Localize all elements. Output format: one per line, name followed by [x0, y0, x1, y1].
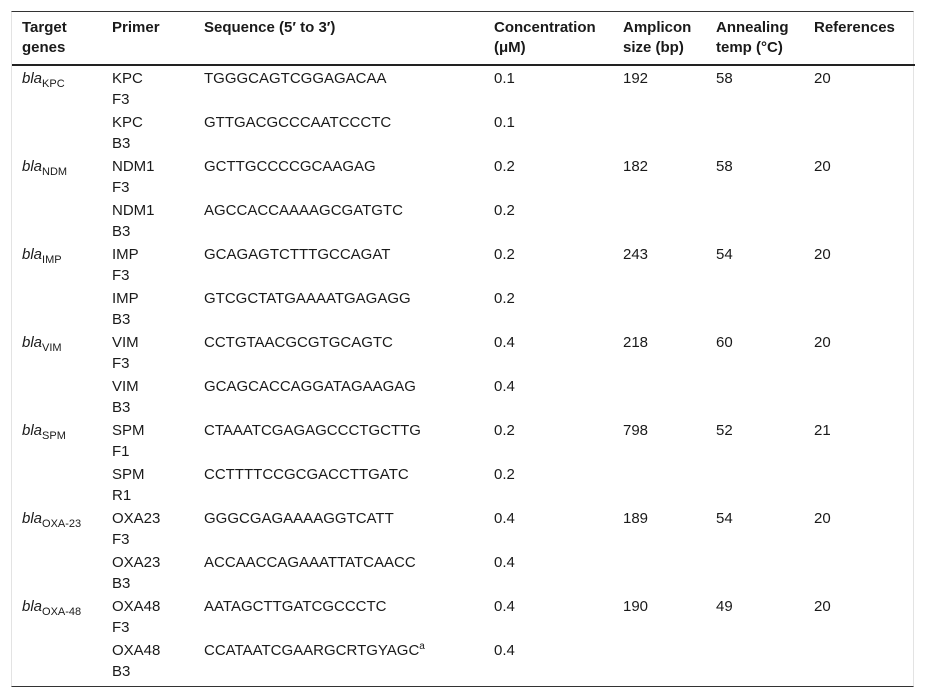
cell-amplicon-size [613, 550, 706, 594]
cell-sequence [194, 330, 484, 374]
cell-concentration: 0.2 [494, 158, 515, 175]
cell-amplicon-size [613, 286, 706, 330]
gene-prefix: bla [22, 70, 43, 87]
primer-direction: F3 [112, 179, 130, 196]
cell-primer [102, 110, 194, 154]
sequence-text: GTCGCTATGAAAATGAGAGG [204, 290, 411, 307]
primer-direction: R1 [112, 487, 132, 504]
primer-direction: B3 [112, 399, 131, 416]
primer-name: OXA48 [112, 642, 161, 659]
cell-reference [804, 550, 915, 594]
sequence-text: GCAGAGTCTTTGCCAGAT [204, 246, 391, 263]
gene-prefix: bla [22, 246, 43, 263]
gene-subscript: VIM [42, 342, 62, 354]
cell-amplicon-size: 798 [623, 422, 649, 439]
cell-amplicon-size: 243 [623, 246, 649, 263]
header-annealing-temp: Annealing temp (°C) [706, 12, 804, 65]
cell-annealing-temp: 54 [716, 510, 733, 527]
cell-concentration: 0.4 [494, 510, 515, 527]
sequence-text: GGGCGAGAAAAGGTCATT [204, 510, 394, 527]
primer-name: NDM1 [112, 202, 155, 219]
cell-primer [102, 198, 194, 242]
cell-primer [102, 550, 194, 594]
sequence-text: CCTGTAACGCGTGCAGTC [204, 334, 393, 351]
cell-reference [804, 110, 915, 154]
cell-target-gene [12, 286, 102, 330]
primer-direction: F3 [112, 531, 130, 548]
gene-subscript: OXA-23 [42, 518, 82, 530]
cell-reference: 20 [814, 158, 831, 175]
primer-name: SPM [112, 466, 145, 483]
cell-sequence [194, 594, 484, 638]
cell-sequence [194, 286, 484, 330]
gene-prefix: bla [22, 510, 43, 527]
table-row [12, 594, 915, 638]
primer-name: OXA23 [112, 510, 161, 527]
cell-reference: 21 [814, 422, 831, 439]
cell-annealing-temp [706, 374, 804, 418]
cell-annealing-temp [706, 462, 804, 506]
cell-concentration: 0.1 [494, 114, 515, 131]
gene-subscript: KPC [42, 78, 65, 90]
cell-annealing-temp: 49 [716, 598, 733, 615]
gene-subscript: SPM [42, 430, 66, 442]
table-row [12, 65, 915, 110]
cell-concentration: 0.2 [494, 290, 515, 307]
cell-concentration: 0.4 [494, 334, 515, 351]
cell-concentration: 0.4 [494, 554, 515, 571]
cell-amplicon-size: 190 [623, 598, 649, 615]
primer-direction: F3 [112, 619, 130, 636]
primer-direction: B3 [112, 663, 131, 680]
cell-annealing-temp: 54 [716, 246, 733, 263]
header-concentration: Concentration (μM) [484, 12, 613, 65]
primer-name: OXA23 [112, 554, 161, 571]
cell-amplicon-size: 192 [623, 70, 649, 87]
gene-subscript: IMP [42, 254, 62, 266]
cell-amplicon-size: 189 [623, 510, 649, 527]
table-row [12, 330, 915, 374]
cell-concentration: 0.1 [494, 70, 515, 87]
cell-reference: 20 [814, 334, 831, 351]
primer-name: VIM [112, 334, 139, 351]
cell-concentration: 0.4 [494, 642, 515, 659]
cell-target-gene [12, 506, 102, 550]
table-row [12, 638, 915, 682]
cell-target-gene [12, 65, 102, 110]
sequence-text: AATAGCTTGATCGCCCTC [204, 598, 387, 615]
cell-target-gene [12, 418, 102, 462]
gene-prefix: bla [22, 598, 43, 615]
cell-annealing-temp [706, 638, 804, 682]
header-primer: Primer [102, 12, 194, 65]
cell-reference [804, 374, 915, 418]
primer-direction: F3 [112, 355, 130, 372]
primer-direction: B3 [112, 135, 131, 152]
header-target-genes: Target genes [12, 12, 102, 65]
table-row [12, 418, 915, 462]
cell-target-gene [12, 550, 102, 594]
cell-amplicon-size [613, 110, 706, 154]
cell-concentration: 0.2 [494, 246, 515, 263]
cell-annealing-temp [706, 550, 804, 594]
footnote-marker: a [419, 641, 425, 652]
cell-amplicon-size [613, 374, 706, 418]
table-header-row [12, 12, 915, 65]
table-row [12, 242, 915, 286]
table-row [12, 198, 915, 242]
cell-reference: 20 [814, 70, 831, 87]
cell-sequence [194, 462, 484, 506]
table-row [12, 506, 915, 550]
cell-amplicon-size: 182 [623, 158, 649, 175]
cell-amplicon-size [613, 462, 706, 506]
cell-sequence [194, 242, 484, 286]
primer-name: KPC [112, 70, 143, 87]
cell-target-gene [12, 154, 102, 198]
cell-primer [102, 242, 194, 286]
cell-reference: 20 [814, 246, 831, 263]
gene-prefix: bla [22, 422, 43, 439]
cell-primer [102, 638, 194, 682]
sequence-text: GCTTGCCCCGCAAGAG [204, 158, 376, 175]
cell-sequence [194, 154, 484, 198]
cell-concentration: 0.2 [494, 202, 515, 219]
cell-target-gene [12, 594, 102, 638]
cell-target-gene [12, 198, 102, 242]
cell-primer [102, 330, 194, 374]
cell-sequence [194, 550, 484, 594]
cell-sequence [194, 506, 484, 550]
cell-sequence [194, 65, 484, 110]
cell-annealing-temp: 58 [716, 158, 733, 175]
cell-target-gene [12, 462, 102, 506]
table-row [12, 110, 915, 154]
primer-table [12, 12, 915, 682]
cell-reference [804, 638, 915, 682]
cell-annealing-temp [706, 110, 804, 154]
sequence-text: CCATAATCGAARGCRTGYAGC [204, 642, 420, 659]
primer-direction: F3 [112, 91, 130, 108]
gene-prefix: bla [22, 158, 43, 175]
cell-primer [102, 418, 194, 462]
primer-direction: B3 [112, 575, 131, 592]
table-row [12, 550, 915, 594]
cell-amplicon-size [613, 638, 706, 682]
cell-reference [804, 198, 915, 242]
sequence-text: CTAAATCGAGAGCCCTGCTTG [204, 422, 421, 439]
table-row [12, 374, 915, 418]
cell-concentration: 0.4 [494, 378, 515, 395]
cell-sequence [194, 110, 484, 154]
cell-sequence [194, 198, 484, 242]
cell-primer [102, 594, 194, 638]
primer-name: SPM [112, 422, 145, 439]
table-row [12, 286, 915, 330]
cell-reference [804, 286, 915, 330]
sequence-text: AGCCACCAAAAGCGATGTC [204, 202, 403, 219]
cell-target-gene [12, 242, 102, 286]
cell-primer [102, 65, 194, 110]
sequence-text: CCTTTTCCGCGACCTTGATC [204, 466, 409, 483]
primer-name: IMP [112, 246, 139, 263]
cell-concentration: 0.2 [494, 466, 515, 483]
sequence-text: TGGGCAGTCGGAGACAA [204, 70, 387, 87]
cell-annealing-temp [706, 198, 804, 242]
cell-annealing-temp: 60 [716, 334, 733, 351]
table-row [12, 462, 915, 506]
cell-reference: 20 [814, 598, 831, 615]
primer-direction: F1 [112, 443, 130, 460]
sequence-text: ACCAACCAGAAATTATCAACC [204, 554, 416, 571]
cell-target-gene [12, 638, 102, 682]
cell-amplicon-size: 218 [623, 334, 649, 351]
primer-name: IMP [112, 290, 139, 307]
cell-annealing-temp [706, 286, 804, 330]
cell-annealing-temp: 52 [716, 422, 733, 439]
table-body [12, 65, 915, 682]
cell-sequence [194, 418, 484, 462]
cell-primer [102, 374, 194, 418]
sequence-text: GCAGCACCAGGATAGAAGAG [204, 378, 416, 395]
cell-primer [102, 506, 194, 550]
cell-primer [102, 286, 194, 330]
cell-target-gene [12, 374, 102, 418]
primer-name: KPC [112, 114, 143, 131]
header-sequence: Sequence (5′ to 3′) [194, 12, 484, 65]
cell-reference: 20 [814, 510, 831, 527]
cell-primer [102, 154, 194, 198]
primer-name: NDM1 [112, 158, 155, 175]
primer-direction: B3 [112, 311, 131, 328]
table-row [12, 154, 915, 198]
cell-primer [102, 462, 194, 506]
gene-subscript: OXA-48 [42, 606, 82, 618]
cell-concentration: 0.4 [494, 598, 515, 615]
cell-amplicon-size [613, 198, 706, 242]
gene-prefix: bla [22, 334, 43, 351]
primer-direction: F3 [112, 267, 130, 284]
cell-reference [804, 462, 915, 506]
primer-name: VIM [112, 378, 139, 395]
header-references: References [804, 12, 915, 65]
primer-name: OXA48 [112, 598, 161, 615]
header-amplicon-size: Amplicon size (bp) [613, 12, 706, 65]
cell-target-gene [12, 110, 102, 154]
cell-target-gene [12, 330, 102, 374]
cell-sequence [194, 638, 484, 682]
cell-annealing-temp: 58 [716, 70, 733, 87]
cell-concentration: 0.2 [494, 422, 515, 439]
gene-subscript: NDM [42, 166, 68, 178]
primer-direction: B3 [112, 223, 131, 240]
cell-sequence [194, 374, 484, 418]
primer-table-panel [11, 11, 914, 687]
sequence-text: GTTGACGCCCAATCCCTC [204, 114, 392, 131]
